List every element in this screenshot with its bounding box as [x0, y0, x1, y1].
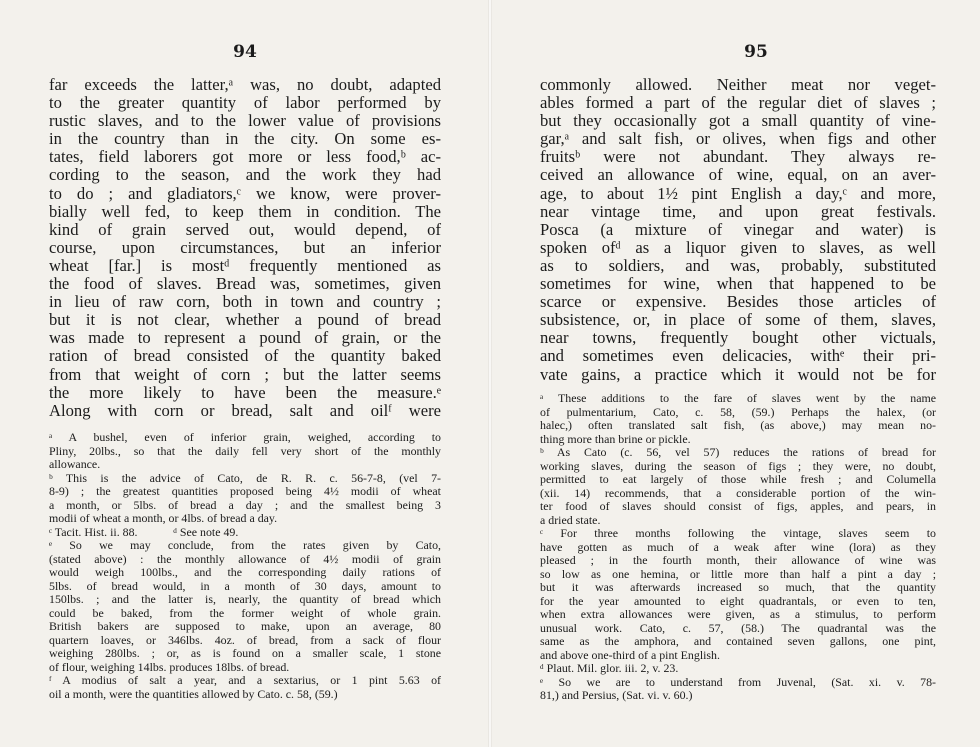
footnote-line: have gotten as much of a weak after wine (lora) as they	[540, 539, 936, 554]
footnote-line: ᶜ Tacit. Hist. ii. 88. ᵈ See note 49.	[49, 524, 239, 539]
page-number: 94	[233, 42, 257, 62]
footnote-line: a dried state.	[540, 512, 601, 527]
footnote-line: British bakers are supposed to make, upon an average, 80	[49, 619, 441, 633]
footnote-line: weighing 280lbs. ; or, as is found on a smaller scale, 1 stone	[49, 646, 441, 660]
text-line: near vintage time, and upon great festivals.	[540, 201, 936, 221]
footnote-line: same as the amphora, and contained seven gallons, one pint,	[540, 634, 936, 648]
footnote-line: Pliny, 20lbs., so that the daily fell very short of the monthly	[49, 443, 441, 458]
text-line: in lieu of raw corn, both in town and country ;	[49, 292, 441, 312]
text-line: Posca (a mixture of vinegar and water) is	[540, 219, 936, 239]
footnote-line: oil a month, were the quantities allowed by Cato. c. 58, (59.)	[49, 686, 338, 701]
footnote-line: 81,) and Persius, (Sat. vi. v. 60.)	[540, 688, 693, 702]
text-line: far exceeds the latter,ᵃ was, no doubt, adapted	[49, 75, 441, 94]
text-line: age, to about 1½ pint English a day,ᶜ and more,	[540, 183, 936, 203]
text-line: but they occasionally got a small quantity of vine-	[540, 111, 936, 131]
text-line: vate gains, a practice which it would not be for	[540, 364, 936, 384]
footnote-line: ᵇ This is the advice of Cato, de R. R. c. 56-7-8, (vel 7-	[49, 470, 441, 485]
text-line: rustic slaves, and to the lower value of provisions	[49, 111, 441, 131]
footnote-line: pleased ; in the fourth month, their allowance of wine was	[540, 553, 936, 567]
footnote-line: permitted to eat largely of those while fresh ; and Columella	[540, 472, 936, 486]
text-line: near towns, frequently bought other victuals,	[540, 328, 936, 348]
text-line: spoken ofᵈ as a liquor given to slaves, as well	[540, 237, 936, 257]
text-line: gar,ᵃ and salt fish, or olives, when figs and other	[540, 129, 936, 149]
text-line: cording to the season, and the work they had	[49, 165, 441, 185]
text-line: to the greater quantity of labor performed by	[49, 93, 441, 113]
footnote-line: quartern loaves, or 346lbs. 4oz. of bread, from a sack of flour	[49, 632, 441, 647]
text-line: sometimes for wine, when that happened to be	[540, 274, 936, 294]
footnote-line: of flour, weighing 14lbs. produces 18lbs. of bread.	[49, 659, 290, 674]
footnote-line: for the year amounted to eight quadrantals, or even to ten,	[540, 593, 936, 608]
footnote-line: thing more than brine or pickle.	[540, 431, 691, 446]
footnote-line: when extra allowances were given, as a stimulus, to perform	[540, 607, 936, 621]
text-line: commonly allowed. Neither meat nor veget-	[540, 75, 936, 94]
footnote-line: ᵈ Plaut. Mil. glor. iii. 2, v. 23.	[540, 661, 679, 675]
footnote-line: ᵃ A bushel, even of inferior grain, weighed, according to	[49, 430, 441, 444]
footnote-line: 150lbs. ; and the latter is, nearly, the quantity of bread which	[49, 592, 441, 606]
text-line: from that weight of corn ; but the latter seems	[49, 364, 441, 384]
text-line: and sometimes even delicacies, withᵉ their pri-	[540, 346, 936, 366]
footnote-line: would weigh 100lbs., and the corresponding daily rations of	[49, 565, 441, 579]
text-line: in the country than in the city. On some es-	[49, 129, 441, 149]
footnote-line: ᶠ A modius of salt a year, and a sextarius, or 1 pint 5.63 of	[49, 673, 441, 687]
footnotes	[540, 392, 936, 703]
body-text	[540, 76, 936, 384]
text-line: ceived an allowance of wine, equal, on an aver-	[540, 165, 936, 185]
text-line: but it is not clear, whether a pound of bread	[49, 310, 441, 330]
footnote-line: working slaves, during the season of figs ; they were, no doubt,	[540, 458, 936, 473]
footnote-line: ᵃ These additions to the fare of slaves went by the name	[540, 391, 936, 405]
footnote-line: and above one-third of a pint English.	[540, 647, 720, 662]
footnote-line: unusual work. Cato, c. 57, (58.) The quadrantal was the	[540, 620, 936, 635]
footnote-line: ᶜ For three months following the vintage, slaves seem to	[540, 526, 936, 540]
footnote-line: so low as one hemina, or little more than half a pint a day ;	[540, 566, 936, 581]
text-line: the food of slaves. Bread was, sometimes, given	[49, 274, 441, 294]
footnote-line: ᵉ So we are to understand from Juvenal, (Sat. xi. v. 78-	[540, 674, 936, 689]
right-page	[490, 0, 980, 747]
text-line: tates, field laborers got more or less food,ᵇ ac-	[49, 147, 441, 167]
footnote-line: but it was afterwards increased so much, that the quantity	[540, 580, 936, 594]
footnote-line: 5lbs. of bread would, in a month of 30 days, amount to	[49, 578, 441, 593]
footnote-line: allowance.	[49, 457, 101, 471]
page-number: 95	[744, 42, 768, 62]
text-line: ables formed a part of the regular diet of slaves ;	[540, 93, 936, 113]
body-text	[49, 76, 441, 420]
footnotes	[49, 431, 441, 701]
text-line: scarce or expensive. Besides those articles of	[540, 292, 936, 312]
text-line: was made to represent a pound of grain, or the	[49, 328, 441, 348]
text-line: the more likely to have been the measure.ᵉ	[49, 382, 441, 402]
footnote-line: ter food of slaves should consist of figs, apples, and pears, in	[540, 499, 936, 513]
footnote-line: (xii. 14) recommends, that a considerable portion of the win-	[540, 485, 936, 500]
text-line: wheat [far.] is mostᵈ frequently mentioned as	[49, 255, 441, 275]
footnote-line: ᵇ As Cato (c. 56, vel 57) reduces the rations of bread for	[540, 445, 936, 459]
text-line: as to soldiers, and was, probably, substituted	[540, 255, 936, 275]
text-line: fruitsᵇ were not abundant. They always re-	[540, 147, 936, 167]
footnote-line: modii of wheat a month, or 4lbs. of bread a day.	[49, 511, 278, 525]
text-line: Along with corn or bread, salt and oilᶠ were	[49, 400, 441, 420]
footnote-line: 8-9) ; the greatest quantities proposed being 4½ modii of wheat	[49, 484, 441, 498]
footnote-line: (stated above) : the monthly allowance of 4½ modii of grain	[49, 551, 441, 566]
text-line: subsistence, or, in place of some of them, slaves,	[540, 310, 936, 330]
footnote-line: could be baked, from the former weight of whole grain.	[49, 605, 441, 620]
text-line: to do ; and gladiators,ᶜ we know, were prover-	[49, 183, 441, 203]
footnote-line: ᵉ So we may conclude, from the rates given by Cato,	[49, 538, 441, 552]
text-line: bially well fed, to keep them in condition. The	[49, 201, 441, 221]
text-line: ration of bread consisted of the quantity baked	[49, 346, 441, 366]
text-line: kind of grain served out, would depend, of	[49, 219, 441, 239]
text-line: course, upon circumstances, but an inferior	[49, 237, 441, 257]
footnote-line: a month, or 5lbs. of bread a day ; and the smallest being 3	[49, 497, 441, 512]
footnote-line: halec,) often translated salt fish, (as above,) may mean no-	[540, 418, 936, 432]
footnote-line: of pulmentarium, Cato, c. 58, (59.) Perhaps the halex, (or	[540, 404, 936, 419]
